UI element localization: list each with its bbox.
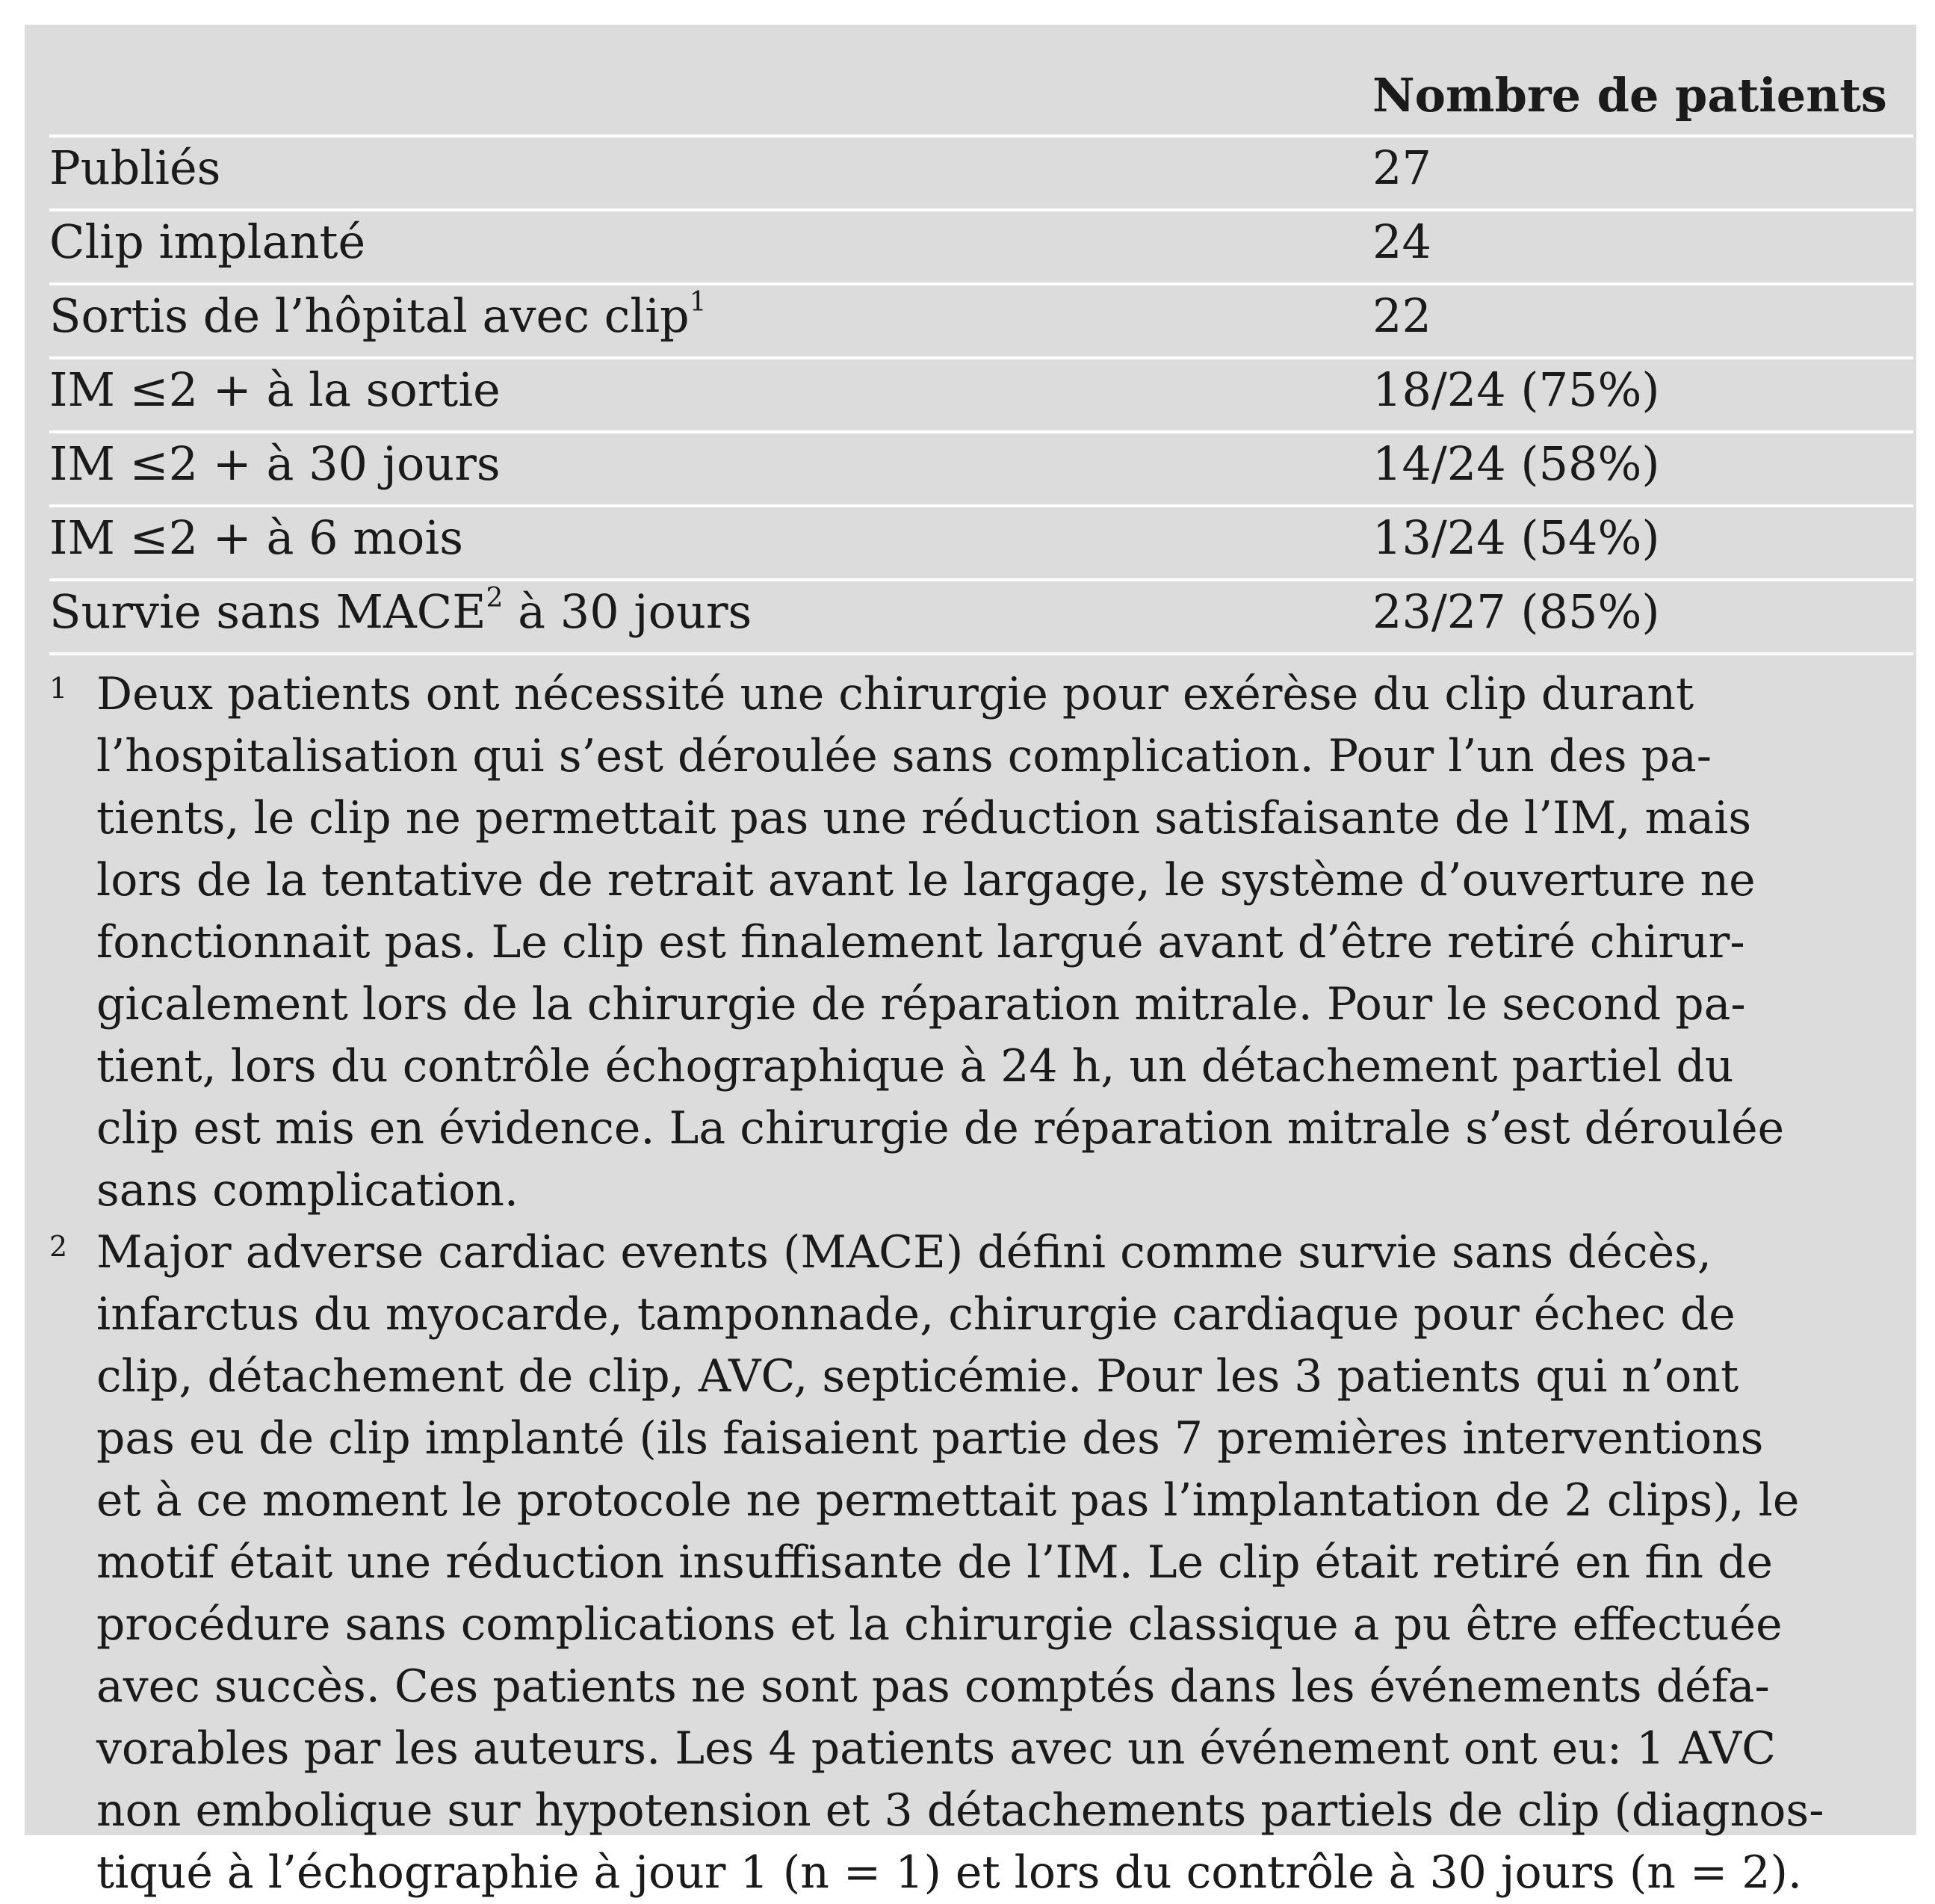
row-label: Survie sans MACE$^2$ à 30 jours [49, 583, 752, 639]
footnote-line: infarctus du myocarde, tamponnade, chirurgie cardiaque pour échec de [96, 1288, 1736, 1341]
footnote-line: tiqué à l’échographie à jour 1 (n = 1) et lors du contrôle à 30 jours (n = 2). [96, 1846, 1802, 1899]
footnote-line: clip est mis en évidence. La chirurgie de réparation mitrale s’est déroulée [96, 1102, 1785, 1155]
footnote-line: sans complication. [96, 1164, 518, 1217]
footnote-line: avec succès. Ces patients ne sont pas comptés dans les événements défa- [96, 1660, 1770, 1713]
footnote-line: Major adverse cardiac events (MACE) défini comme survie sans décès, [96, 1226, 1712, 1279]
footnote-line: Deux patients ont nécessité une chirurgie pour exérèse du clip durant [96, 668, 1694, 720]
table-row [49, 507, 1913, 581]
footnote-line: pas eu de clip implanté (ils faisaient partie des 7 premières interventions [96, 1412, 1764, 1465]
footnote-line: motif était une réduction insuffisante de l’IM. Le clip était retiré en fin de [96, 1536, 1773, 1589]
table-header-row [49, 49, 1913, 137]
row-label: IM ≤2 + à 6 mois [49, 510, 464, 565]
row-label: Clip implanté [49, 214, 366, 269]
row-value: 24 [1372, 214, 1431, 269]
row-label: Publiés [49, 140, 221, 195]
table-row [49, 137, 1913, 211]
footnote-line: fonctionnait pas. Le clip est finalement largué avant d’être retiré chirur- [96, 916, 1745, 968]
row-label: IM ≤2 + à 30 jours [49, 436, 501, 491]
row-value: 14/24 (58%) [1372, 436, 1660, 491]
footnote-line: gicalement lors de la chirurgie de réparation mitrale. Pour le second pa- [96, 978, 1746, 1030]
footnote-line: clip, détachement de clip, AVC, septicémie. Pour les 3 patients qui n’ont [96, 1350, 1739, 1403]
footnote-line: l’hospitalisation qui s’est déroulée sans complication. Pour l’un des pa- [96, 730, 1712, 782]
footnote-line: tient, lors du contrôle échographique à 24 h, un détachement partiel du [96, 1040, 1734, 1092]
table-row [49, 211, 1913, 285]
footnote-ref-2: 2 [486, 583, 504, 614]
row-value: 27 [1372, 140, 1431, 195]
footnote-mark: 1 [49, 672, 68, 705]
header-value: Nombre de patients [1372, 68, 1887, 123]
table-row [49, 581, 1913, 655]
row-value: 18/24 (75%) [1372, 362, 1660, 417]
footnote-line: tients, le clip ne permettait pas une réduction satisfaisante de l’IM, mais [96, 792, 1752, 844]
footnote-mark: 2 [49, 1230, 68, 1263]
footnote-line: et à ce moment le protocole ne permettait pas l’implantation de 2 clips), le [96, 1474, 1800, 1527]
row-label: IM ≤2 + à la sortie [49, 362, 501, 417]
row-value: 22 [1372, 288, 1431, 343]
table-panel [25, 25, 1916, 1899]
row-value: 23/27 (85%) [1372, 584, 1660, 639]
footnotes [49, 664, 1913, 1904]
footnote-line: lors de la tentative de retrait avant le largage, le système d’ouverture ne [96, 854, 1756, 906]
table-row [49, 285, 1913, 359]
table-row [49, 433, 1913, 507]
results-table [49, 49, 1913, 655]
footnote-line: non embolique sur hypotension et 3 détachements partiels de clip (diagnos- [96, 1784, 1824, 1837]
footnote-ref-1: 1 [689, 287, 707, 318]
footnote-line: vorables par les auteurs. Les 4 patients avec un événement ont eu: 1 AVC [96, 1722, 1777, 1775]
footnote-2 [49, 1222, 1913, 1904]
row-value: 13/24 (54%) [1372, 510, 1660, 565]
row-label: Sortis de l’hôpital avec clip$^1$ [49, 287, 707, 343]
footnote-1 [49, 664, 1913, 1222]
table-row [49, 359, 1913, 433]
footnote-line: procédure sans complications et la chirurgie classique a pu être effectuée [96, 1598, 1783, 1651]
